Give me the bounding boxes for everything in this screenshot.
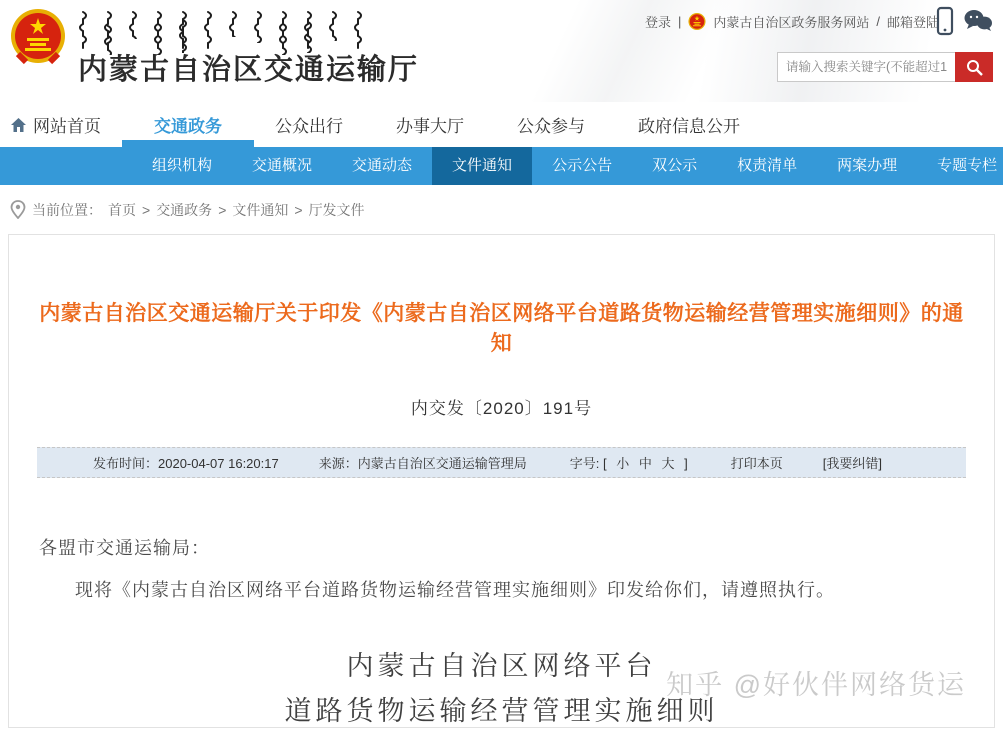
subnav-item-organization[interactable]: 组织机构 — [152, 157, 213, 174]
mongolian-script — [78, 6, 419, 52]
heading-line-2: 道路货物运输经营管理实施细则 — [284, 696, 719, 726]
top-utility-links — [645, 12, 939, 31]
home-icon — [10, 117, 27, 133]
nav-item-service-hall[interactable]: 办事大厅 — [396, 117, 464, 136]
publish-time: 发布时间：2020-04-07 16:20:17 — [93, 456, 279, 471]
subnav-item-documents[interactable]: 文件通知 — [432, 147, 532, 185]
report-error-button[interactable]: [我要纠错] — [822, 456, 882, 471]
nav-item-transport-affairs[interactable]: 交通政务 — [154, 102, 222, 147]
subnav-item-news[interactable]: 交通动态 — [352, 157, 413, 174]
breadcrumb-prefix: 当前位置： — [32, 201, 102, 218]
breadcrumb-documents[interactable]: 文件通知 — [232, 201, 289, 218]
font-size-medium[interactable]: 中 — [638, 456, 652, 471]
heading-line-1: 内蒙古自治区网络平台 — [346, 651, 657, 681]
article-source: 来源：内蒙古自治区交通运输管理局 — [318, 456, 527, 471]
font-size-suffix: ] — [684, 456, 688, 471]
subnav-item-responsibility-list[interactable]: 权责清单 — [737, 157, 798, 174]
gov-emblem-icon — [688, 12, 706, 31]
font-size-control — [567, 453, 691, 472]
wechat-icon[interactable] — [963, 8, 993, 34]
subnav-item-double-publicity[interactable]: 双公示 — [652, 157, 698, 174]
nav-item-public-participation[interactable]: 公众参与 — [517, 117, 585, 136]
font-size-prefix: 字号: [ — [569, 456, 607, 471]
login-link[interactable]: 登录 — [644, 15, 671, 30]
location-pin-icon — [10, 200, 26, 219]
article-body — [39, 534, 964, 602]
mobile-phone-icon[interactable] — [935, 6, 955, 36]
divider: | — [677, 14, 682, 29]
nav-item-home[interactable]: 网站首页 — [10, 102, 101, 147]
national-emblem-icon — [10, 6, 66, 66]
site-header — [0, 0, 1003, 102]
nav-item-gov-info[interactable]: 政府信息公开 — [638, 117, 740, 136]
subnav-item-two-cases[interactable]: 两案办理 — [837, 157, 898, 174]
article-meta-bar — [37, 447, 966, 478]
subnav-item-special-columns[interactable]: 专题专栏 — [937, 157, 998, 174]
salutation: 各盟市交通运输局： — [39, 538, 210, 558]
print-page-button[interactable]: 打印本页 — [730, 456, 783, 471]
font-size-small[interactable]: 小 — [616, 456, 630, 471]
subnav-item-overview[interactable]: 交通概况 — [252, 157, 313, 174]
site-title: 内蒙古自治区交通运输厅 — [78, 54, 420, 86]
article-card — [8, 234, 995, 728]
watermark: 知乎 @好伙伴网络货运 — [666, 670, 966, 700]
subnav-item-announcements[interactable]: 公示公告 — [552, 157, 613, 174]
breadcrumb-home[interactable]: 首页 — [108, 201, 136, 218]
nav-item-public-travel[interactable]: 公众出行 — [275, 117, 343, 136]
body-paragraph: 现将《内蒙古自治区网络平台道路货物运输经营管理实施细则》印发给你们，请遵照执行。 — [75, 580, 835, 600]
mail-login-link[interactable]: 邮箱登陆 — [886, 15, 939, 30]
site-search — [777, 52, 993, 82]
breadcrumb-transport-affairs[interactable]: 交通政务 — [156, 201, 213, 218]
article-title: 内蒙古自治区交通运输厅关于印发《内蒙古自治区网络平台道路货物运输经营管理实施细则》的通知 — [39, 302, 964, 355]
search-input[interactable] — [777, 52, 955, 82]
main-nav — [0, 102, 1003, 147]
divider: / — [876, 14, 880, 29]
search-icon — [966, 59, 983, 76]
breadcrumb: 当前位置： 首页 > 交通政务 > 文件通知 > 厅发文件 — [0, 185, 1003, 234]
site-logo — [10, 6, 419, 88]
search-button[interactable] — [955, 52, 993, 82]
breadcrumb-dept-documents[interactable]: 厅发文件 — [308, 201, 365, 218]
font-size-large[interactable]: 大 — [661, 456, 675, 471]
gov-site-link[interactable]: 内蒙古自治区政务服务网站 — [713, 15, 870, 30]
document-number: 内交发〔2020〕191号 — [410, 399, 593, 418]
sub-nav — [0, 147, 1003, 185]
